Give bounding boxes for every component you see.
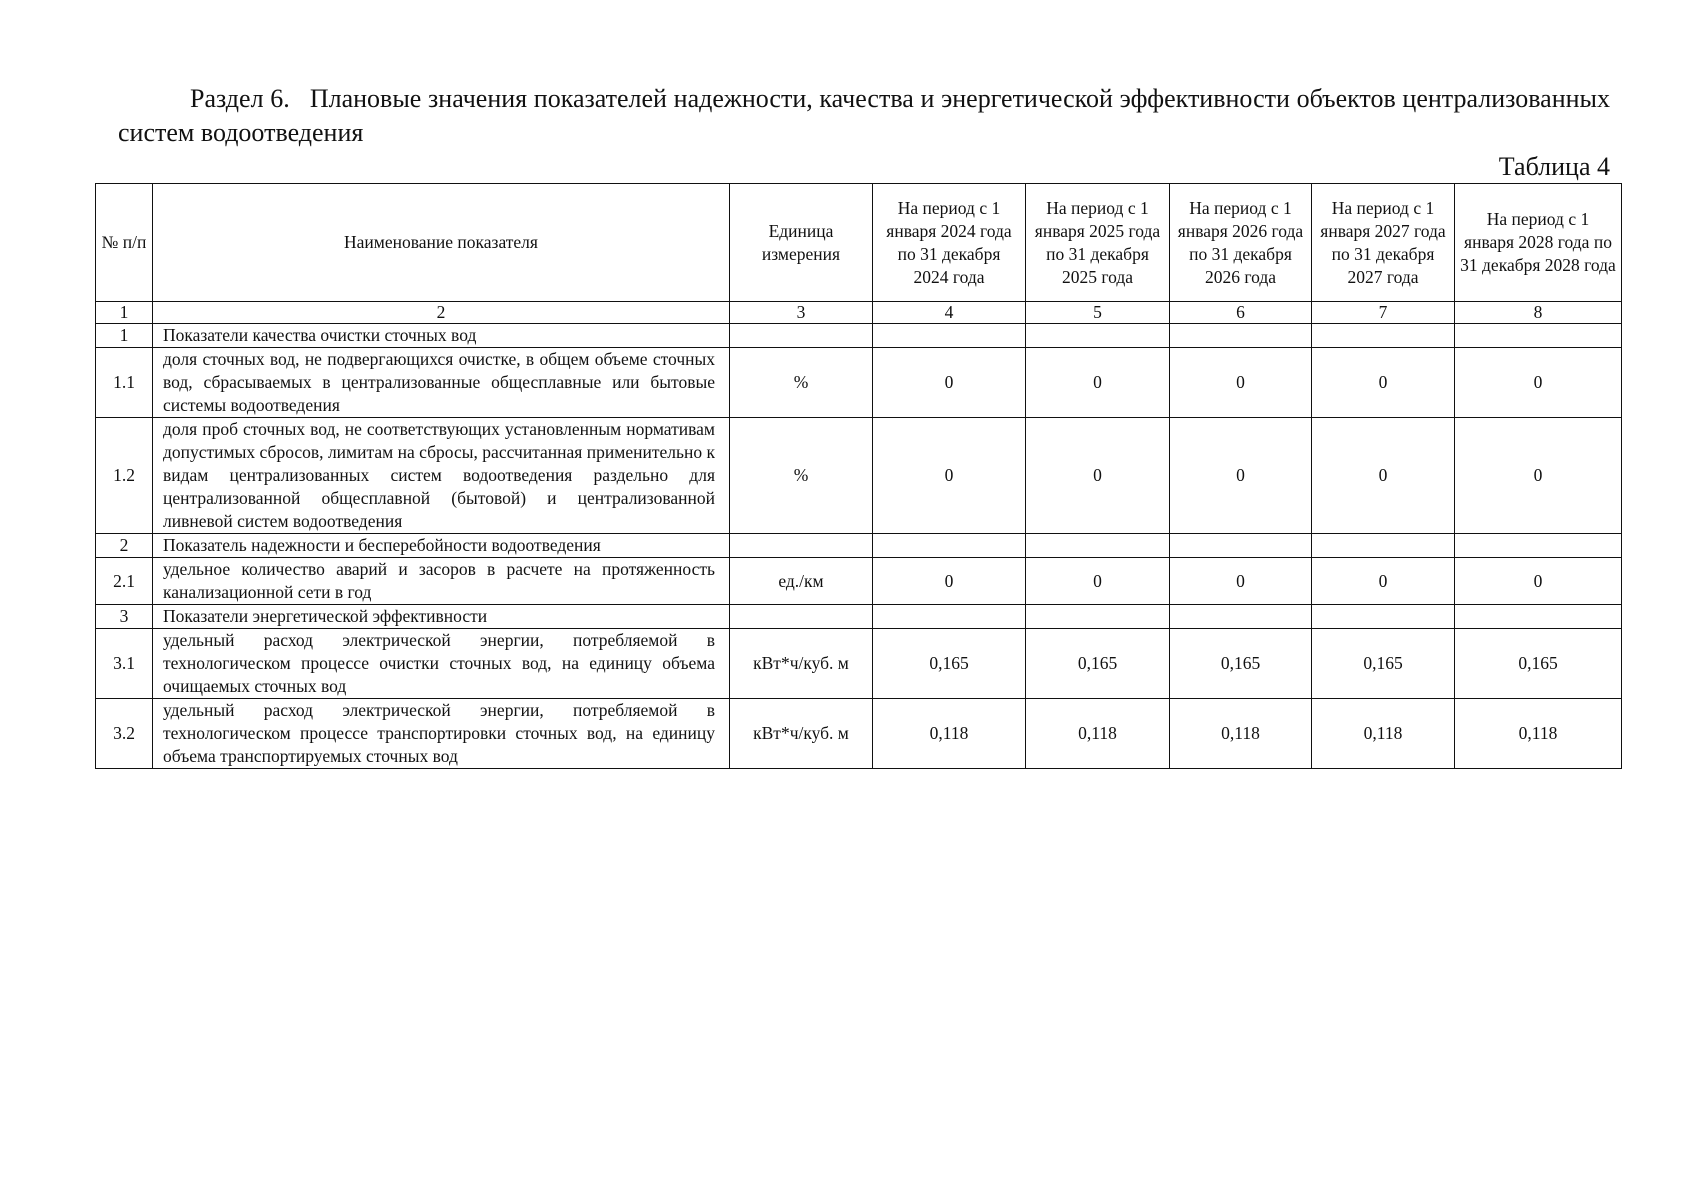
indicator-name: доля проб сточных вод, не соответствующих установленным нормативам допустимых сбросов, лимитам на сбросы, рассчитанная применительно к видам централизованных систем водоотведения раздельно для централизованной общесплавной (бытовой) и централизованной ливневой систем водоотведения xyxy=(153,418,730,534)
value-cell: 0,118 xyxy=(1026,699,1170,769)
table-row xyxy=(96,629,1622,699)
empty-cell xyxy=(1026,534,1170,558)
unit-cell: кВт*ч/куб. м xyxy=(730,629,873,699)
section-number: Раздел 6. xyxy=(190,84,290,113)
header-cell: Единица измерения xyxy=(730,184,873,302)
row-number: 1.1 xyxy=(96,348,153,418)
empty-cell xyxy=(1026,324,1170,348)
empty-cell xyxy=(1170,324,1312,348)
header-row xyxy=(96,184,1622,302)
column-number-row xyxy=(96,302,1622,324)
section-row xyxy=(96,605,1622,629)
header-cell: На период с 1 января 2028 года по 31 декабря 2028 года xyxy=(1455,184,1622,302)
value-cell: 0,118 xyxy=(873,699,1026,769)
row-number: 3.2 xyxy=(96,699,153,769)
column-number-cell: 8 xyxy=(1455,302,1622,324)
empty-cell xyxy=(873,534,1026,558)
indicator-name: удельный расход электрической энергии, потребляемой в технологическом процессе очистки сточных вод, на единицу объема очищаемых сточных вод xyxy=(153,629,730,699)
column-number-cell: 4 xyxy=(873,302,1026,324)
header-cell: На период с 1 января 2024 года по 31 декабря 2024 года xyxy=(873,184,1026,302)
empty-cell xyxy=(1455,534,1622,558)
empty-cell xyxy=(1455,324,1622,348)
empty-cell xyxy=(873,605,1026,629)
empty-cell xyxy=(873,324,1026,348)
indicator-name: доля сточных вод, не подвергающихся очистке, в общем объеме сточных вод, сбрасываемых в централизованные общесплавные или бытовые системы водоотведения xyxy=(153,348,730,418)
row-number: 3.1 xyxy=(96,629,153,699)
value-cell: 0,118 xyxy=(1170,699,1312,769)
value-cell: 0 xyxy=(1026,348,1170,418)
value-cell: 0,118 xyxy=(1312,699,1455,769)
empty-cell xyxy=(730,534,873,558)
value-cell: 0 xyxy=(1170,348,1312,418)
unit-cell: ед./км xyxy=(730,558,873,605)
value-cell: 0 xyxy=(1455,558,1622,605)
value-cell: 0,165 xyxy=(1026,629,1170,699)
empty-cell xyxy=(1312,605,1455,629)
column-number-cell: 3 xyxy=(730,302,873,324)
column-number-cell: 5 xyxy=(1026,302,1170,324)
column-number-cell: 2 xyxy=(153,302,730,324)
row-number: 1 xyxy=(96,324,153,348)
column-number-cell: 1 xyxy=(96,302,153,324)
unit-cell: % xyxy=(730,418,873,534)
header-cell: На период с 1 января 2026 года по 31 декабря 2026 года xyxy=(1170,184,1312,302)
empty-cell xyxy=(730,324,873,348)
value-cell: 0 xyxy=(873,558,1026,605)
empty-cell xyxy=(1170,534,1312,558)
table-number: Таблица 4 xyxy=(1498,152,1610,181)
indicator-name: удельный расход электрической энергии, потребляемой в технологическом процессе транспортировки сточных вод, на единицу объема транспортируемых сточных вод xyxy=(153,699,730,769)
value-cell: 0 xyxy=(1026,418,1170,534)
empty-cell xyxy=(1455,605,1622,629)
section-heading xyxy=(118,82,1610,150)
value-cell: 0 xyxy=(1170,558,1312,605)
value-cell: 0 xyxy=(1312,418,1455,534)
empty-cell xyxy=(1170,605,1312,629)
value-cell: 0,165 xyxy=(1455,629,1622,699)
table-row xyxy=(96,418,1622,534)
value-cell: 0 xyxy=(1455,418,1622,534)
value-cell: 0 xyxy=(873,418,1026,534)
section-title: Плановые значения показателей надежности, качества и энергетической эффективности объектов централизованных систем водоотведения xyxy=(118,84,1611,147)
value-cell: 0 xyxy=(873,348,1026,418)
value-cell: 0 xyxy=(1312,558,1455,605)
header-cell: № п/п xyxy=(96,184,153,302)
empty-cell xyxy=(1312,324,1455,348)
section-row xyxy=(96,534,1622,558)
row-number: 3 xyxy=(96,605,153,629)
value-cell: 0,165 xyxy=(873,629,1026,699)
value-cell: 0,165 xyxy=(1312,629,1455,699)
empty-cell xyxy=(1312,534,1455,558)
row-number: 2.1 xyxy=(96,558,153,605)
table-row xyxy=(96,558,1622,605)
row-number: 1.2 xyxy=(96,418,153,534)
value-cell: 0 xyxy=(1312,348,1455,418)
value-cell: 0,118 xyxy=(1455,699,1622,769)
table-row xyxy=(96,699,1622,769)
empty-cell xyxy=(730,605,873,629)
value-cell: 0,165 xyxy=(1170,629,1312,699)
section-title-cell: Показатели энергетической эффективности xyxy=(153,605,730,629)
value-cell: 0 xyxy=(1455,348,1622,418)
indicator-name: удельное количество аварий и засоров в расчете на протяженность канализационной сети в год xyxy=(153,558,730,605)
section-title-cell: Показатели качества очистки сточных вод xyxy=(153,324,730,348)
empty-cell xyxy=(1026,605,1170,629)
value-cell: 0 xyxy=(1026,558,1170,605)
header-cell: На период с 1 января 2027 года по 31 декабря 2027 года xyxy=(1312,184,1455,302)
indicators-table xyxy=(95,183,1622,769)
value-cell: 0 xyxy=(1170,418,1312,534)
section-title-cell: Показатель надежности и бесперебойности водоотведения xyxy=(153,534,730,558)
column-number-cell: 7 xyxy=(1312,302,1455,324)
header-cell: На период с 1 января 2025 года по 31 декабря 2025 года xyxy=(1026,184,1170,302)
section-row xyxy=(96,324,1622,348)
unit-cell: кВт*ч/куб. м xyxy=(730,699,873,769)
header-cell: Наименование показателя xyxy=(153,184,730,302)
table-row xyxy=(96,348,1622,418)
row-number: 2 xyxy=(96,534,153,558)
unit-cell: % xyxy=(730,348,873,418)
column-number-cell: 6 xyxy=(1170,302,1312,324)
